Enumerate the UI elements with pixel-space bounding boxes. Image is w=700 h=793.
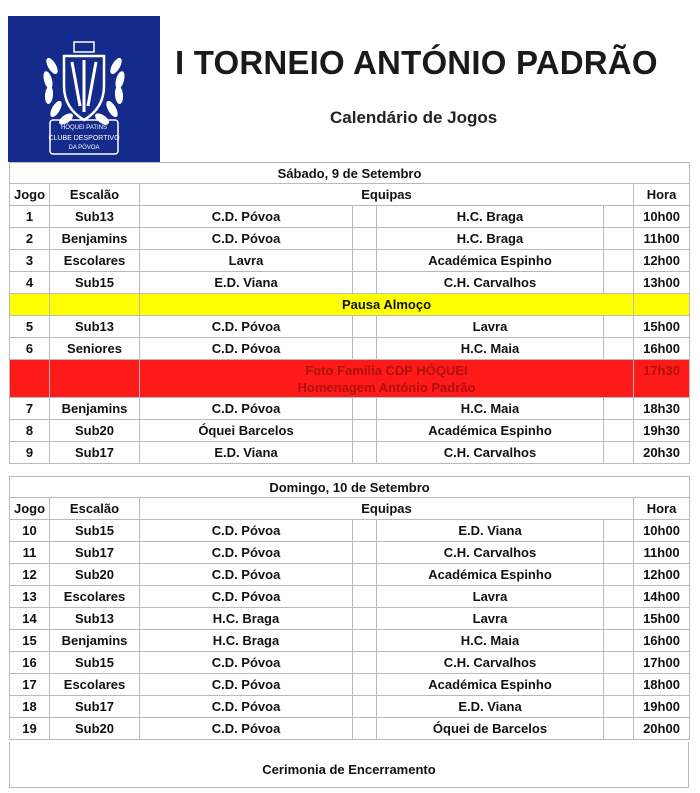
spacer-cell — [604, 250, 634, 272]
away-team: Académica Espinho — [377, 420, 604, 442]
spacer-cell — [604, 442, 634, 464]
game-time: 17h00 — [634, 652, 690, 674]
game-number: 14 — [10, 608, 50, 630]
game-category: Sub13 — [50, 608, 140, 630]
schedule-table-day1 — [9, 162, 690, 464]
spacer-cell — [353, 206, 377, 228]
table-row — [10, 206, 690, 228]
home-team: Óquei Barcelos — [140, 420, 353, 442]
game-category: Sub20 — [50, 718, 140, 740]
game-time: 19h00 — [634, 696, 690, 718]
home-team: C.D. Póvoa — [140, 652, 353, 674]
game-category: Sub17 — [50, 696, 140, 718]
svg-text:HÓQUEI PATINS: HÓQUEI PATINS — [60, 125, 108, 131]
spacer-cell — [604, 542, 634, 564]
game-category: Sub17 — [50, 442, 140, 464]
family-photo-line: Foto Família CDP HÓQUEI — [305, 362, 468, 378]
table-row — [10, 228, 690, 250]
home-team: C.D. Póvoa — [140, 316, 353, 338]
spacer-cell — [604, 420, 634, 442]
game-number: 16 — [10, 652, 50, 674]
away-team: C.H. Carvalhos — [377, 652, 604, 674]
game-number: 6 — [10, 338, 50, 360]
home-team: Lavra — [140, 250, 353, 272]
game-category: Sub13 — [50, 316, 140, 338]
away-team: H.C. Maia — [377, 630, 604, 652]
club-logo — [8, 16, 160, 162]
tribute-line: Homenagem António Padrão — [297, 379, 476, 395]
spacer-cell — [353, 338, 377, 360]
away-team: Lavra — [377, 316, 604, 338]
spacer-cell — [353, 420, 377, 442]
family-photo-row — [10, 360, 690, 398]
spacer-cell — [604, 652, 634, 674]
col-escalao: Escalão — [50, 184, 140, 206]
empty-cell — [634, 294, 690, 316]
home-team: C.D. Póvoa — [140, 520, 353, 542]
game-time: 11h00 — [634, 228, 690, 250]
away-team: H.C. Braga — [377, 228, 604, 250]
table-row — [10, 718, 690, 740]
col-hora: Hora — [634, 498, 690, 520]
table-row — [10, 674, 690, 696]
spacer-cell — [353, 696, 377, 718]
schedule-table-day2 — [9, 476, 690, 740]
col-escalao: Escalão — [50, 498, 140, 520]
lunch-break-label: Pausa Almoço — [140, 294, 634, 316]
game-number: 9 — [10, 442, 50, 464]
home-team: C.D. Póvoa — [140, 228, 353, 250]
table-row — [10, 316, 690, 338]
table-row — [10, 586, 690, 608]
table-row — [10, 652, 690, 674]
game-category: Sub17 — [50, 542, 140, 564]
home-team: C.D. Póvoa — [140, 674, 353, 696]
game-number: 10 — [10, 520, 50, 542]
away-team: Lavra — [377, 608, 604, 630]
game-number: 3 — [10, 250, 50, 272]
spacer-cell — [353, 442, 377, 464]
spacer-cell — [353, 652, 377, 674]
game-category: Benjamins — [50, 228, 140, 250]
spacer-cell — [353, 608, 377, 630]
game-time: 15h00 — [634, 608, 690, 630]
club-crest-icon — [8, 16, 160, 162]
spacer-cell — [353, 316, 377, 338]
home-team: C.D. Póvoa — [140, 542, 353, 564]
away-team: C.H. Carvalhos — [377, 272, 604, 294]
spacer-cell — [604, 718, 634, 740]
game-number: 12 — [10, 564, 50, 586]
page-subtitle: Calendário de Jogos — [330, 108, 498, 127]
spacer-cell — [604, 608, 634, 630]
spacer-cell — [353, 674, 377, 696]
game-number: 8 — [10, 420, 50, 442]
spacer-cell — [604, 398, 634, 420]
spacer-cell — [353, 718, 377, 740]
game-number: 19 — [10, 718, 50, 740]
spacer-cell — [353, 586, 377, 608]
header-row — [10, 498, 690, 520]
closing-text: Cerimonia de Encerramento — [262, 762, 436, 777]
away-team: Académica Espinho — [377, 250, 604, 272]
home-team: C.D. Póvoa — [140, 206, 353, 228]
spacer-cell — [353, 542, 377, 564]
col-jogo: Jogo — [10, 498, 50, 520]
spacer-cell — [353, 630, 377, 652]
table-row — [10, 420, 690, 442]
away-team: H.C. Braga — [377, 206, 604, 228]
away-team: Lavra — [377, 586, 604, 608]
col-equipas: Equipas — [140, 184, 634, 206]
table-row — [10, 250, 690, 272]
empty-cell — [50, 360, 140, 398]
col-hora: Hora — [634, 184, 690, 206]
spacer-cell — [604, 696, 634, 718]
closing-ceremony — [9, 742, 689, 788]
spacer-cell — [604, 228, 634, 250]
home-team: E.D. Viana — [140, 272, 353, 294]
home-team: C.D. Póvoa — [140, 586, 353, 608]
table-row — [10, 564, 690, 586]
game-time: 12h00 — [634, 564, 690, 586]
game-category: Escolares — [50, 674, 140, 696]
home-team: E.D. Viana — [140, 442, 353, 464]
game-category: Benjamins — [50, 630, 140, 652]
game-time: 14h00 — [634, 586, 690, 608]
game-number: 13 — [10, 586, 50, 608]
spacer-cell — [604, 316, 634, 338]
game-number: 17 — [10, 674, 50, 696]
game-number: 2 — [10, 228, 50, 250]
game-category: Sub15 — [50, 520, 140, 542]
spacer-cell — [604, 272, 634, 294]
game-category: Sub20 — [50, 564, 140, 586]
home-team: C.D. Póvoa — [140, 398, 353, 420]
game-number: 1 — [10, 206, 50, 228]
game-time: 13h00 — [634, 272, 690, 294]
game-time: 10h00 — [634, 520, 690, 542]
away-team: C.H. Carvalhos — [377, 442, 604, 464]
table-row — [10, 542, 690, 564]
empty-cell — [50, 294, 140, 316]
game-time: 20h30 — [634, 442, 690, 464]
table-row — [10, 630, 690, 652]
game-number: 4 — [10, 272, 50, 294]
page-title: I TORNEIO ANTÓNIO PADRÃO — [175, 44, 658, 81]
home-team: C.D. Póvoa — [140, 564, 353, 586]
game-time: 16h00 — [634, 630, 690, 652]
svg-text:CLUBE DESPORTIVO: CLUBE DESPORTIVO — [48, 135, 120, 142]
game-category: Sub13 — [50, 206, 140, 228]
home-team: C.D. Póvoa — [140, 338, 353, 360]
game-number: 5 — [10, 316, 50, 338]
svg-text:DA PÓVOA: DA PÓVOA — [68, 145, 100, 151]
day-title: Domingo, 10 de Setembro — [10, 477, 690, 498]
family-photo-time: 17h30 — [634, 360, 690, 398]
home-team: H.C. Braga — [140, 608, 353, 630]
away-team: Académica Espinho — [377, 674, 604, 696]
game-time: 11h00 — [634, 542, 690, 564]
spacer-cell — [604, 338, 634, 360]
away-team: E.D. Viana — [377, 520, 604, 542]
col-equipas: Equipas — [140, 498, 634, 520]
away-team: H.C. Maia — [377, 338, 604, 360]
spacer-cell — [604, 674, 634, 696]
home-team: C.D. Póvoa — [140, 696, 353, 718]
table-row — [10, 608, 690, 630]
spacer-cell — [353, 398, 377, 420]
game-time: 18h30 — [634, 398, 690, 420]
game-category: Escolares — [50, 586, 140, 608]
game-category: Sub15 — [50, 652, 140, 674]
game-number: 18 — [10, 696, 50, 718]
game-number: 11 — [10, 542, 50, 564]
away-team: E.D. Viana — [377, 696, 604, 718]
away-team: Óquei de Barcelos — [377, 718, 604, 740]
table-row — [10, 338, 690, 360]
game-time: 19h30 — [634, 420, 690, 442]
day-title: Sábado, 9 de Setembro — [10, 163, 690, 184]
game-number: 15 — [10, 630, 50, 652]
game-category: Benjamins — [50, 398, 140, 420]
lunch-break-row — [10, 294, 690, 316]
spacer-cell — [604, 586, 634, 608]
away-team: Académica Espinho — [377, 564, 604, 586]
family-photo-label — [140, 360, 634, 398]
table-row — [10, 520, 690, 542]
game-time: 20h00 — [634, 718, 690, 740]
empty-cell — [10, 360, 50, 398]
table-row — [10, 272, 690, 294]
spacer-cell — [353, 272, 377, 294]
table-row — [10, 398, 690, 420]
game-time: 18h00 — [634, 674, 690, 696]
game-time: 16h00 — [634, 338, 690, 360]
game-category: Seniores — [50, 338, 140, 360]
spacer-cell — [604, 206, 634, 228]
spacer-cell — [604, 520, 634, 542]
game-time: 15h00 — [634, 316, 690, 338]
away-team: C.H. Carvalhos — [377, 542, 604, 564]
spacer-cell — [353, 564, 377, 586]
col-jogo: Jogo — [10, 184, 50, 206]
away-team: H.C. Maia — [377, 398, 604, 420]
header-row — [10, 184, 690, 206]
spacer-cell — [353, 520, 377, 542]
table-row — [10, 696, 690, 718]
game-number: 7 — [10, 398, 50, 420]
spacer-cell — [353, 250, 377, 272]
game-time: 12h00 — [634, 250, 690, 272]
home-team: C.D. Póvoa — [140, 718, 353, 740]
spacer-cell — [353, 228, 377, 250]
game-time: 10h00 — [634, 206, 690, 228]
home-team: H.C. Braga — [140, 630, 353, 652]
game-category: Escolares — [50, 250, 140, 272]
table-row — [10, 442, 690, 464]
empty-cell — [10, 294, 50, 316]
spacer-cell — [604, 564, 634, 586]
game-category: Sub20 — [50, 420, 140, 442]
game-category: Sub15 — [50, 272, 140, 294]
spacer-cell — [604, 630, 634, 652]
